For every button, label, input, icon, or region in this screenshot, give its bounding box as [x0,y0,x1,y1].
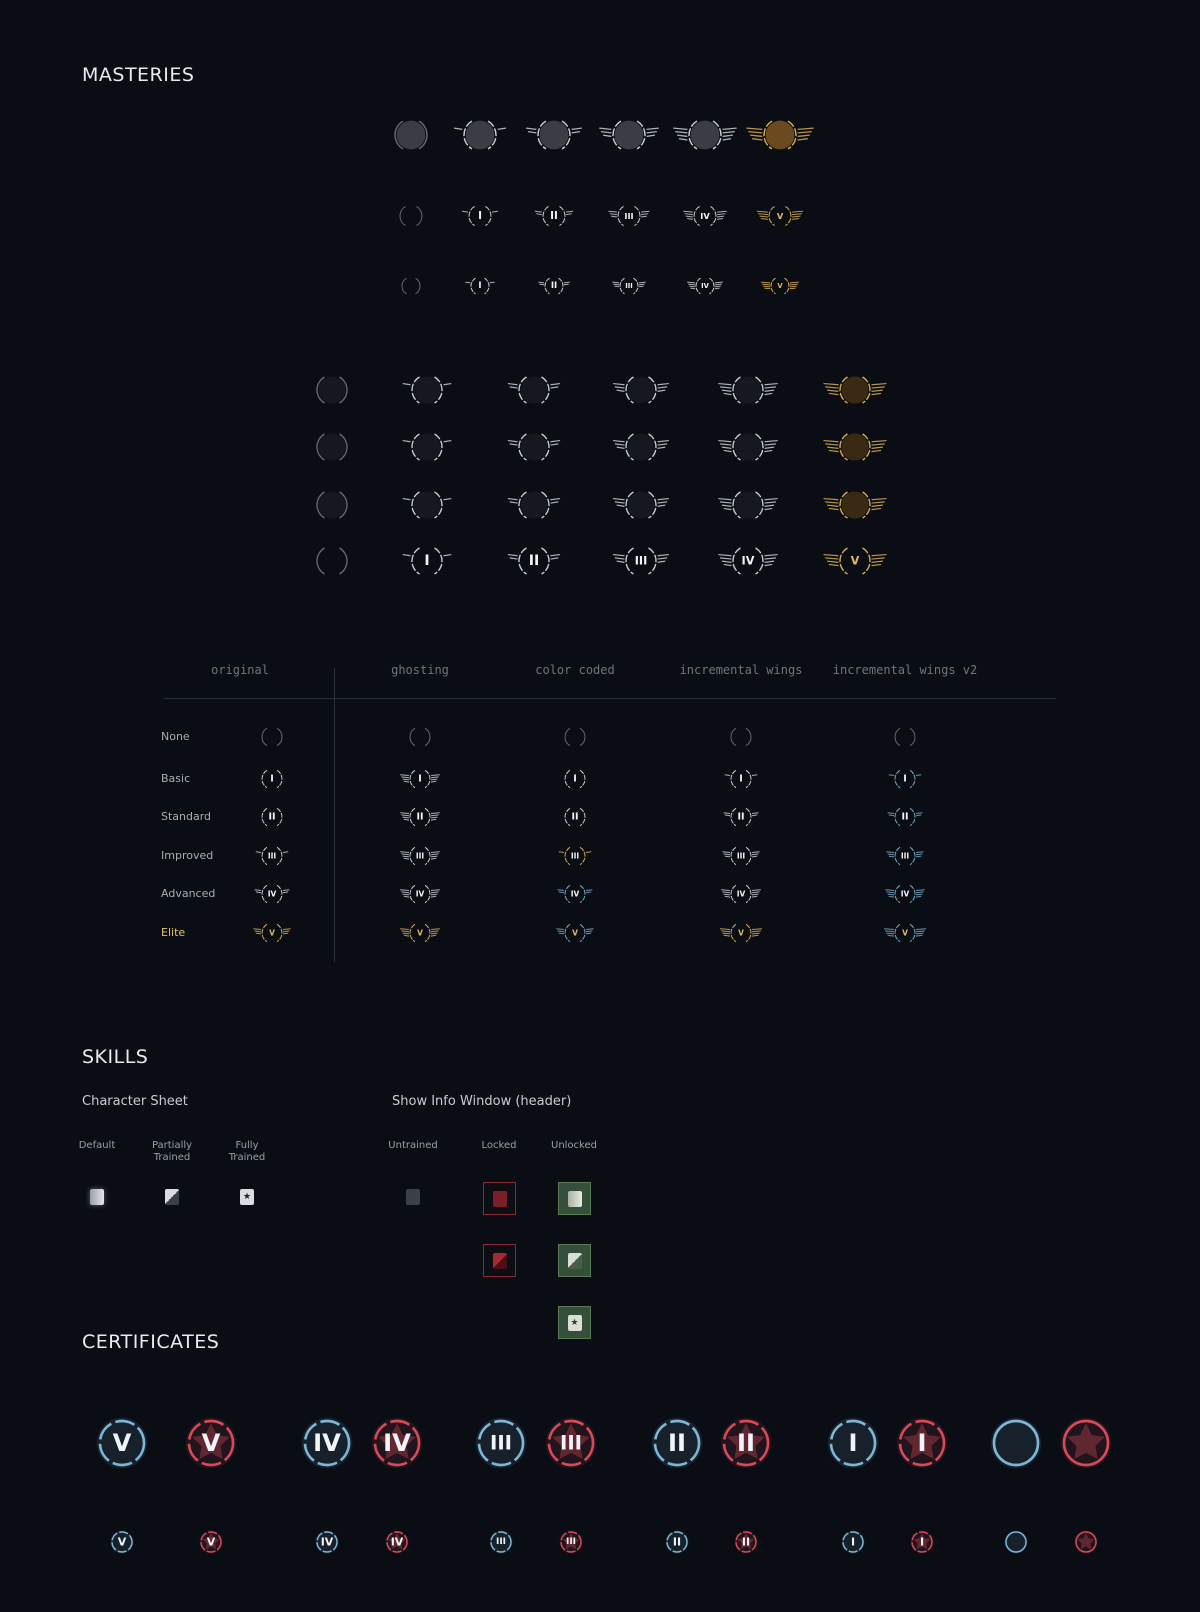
mastery-level-5-icon [247,918,297,948]
mastery-level-3-icon [880,841,930,871]
svg-text:V: V [738,928,744,938]
mastery-level-2-icon [550,802,600,832]
row-header-0: None [161,730,190,743]
label-fully-trained: Fully Trained [228,1140,266,1163]
mastery-level-0-icon [550,722,600,752]
mastery-level-3-icon [604,483,679,528]
label-locked: Locked [481,1140,517,1151]
mastery-level-0-icon [384,200,439,233]
svg-text:I: I [478,281,482,291]
mastery-level-5-icon [740,111,820,159]
mastery-level-4-icon [683,273,728,300]
skill-fully-trained-icon: ★ [232,1182,262,1212]
svg-text:IV: IV [390,1535,404,1549]
certificate-blue-V-icon [89,1410,155,1480]
mastery-level-4-icon [880,879,930,909]
svg-text:III: III [736,851,746,861]
certificate-blue-IV-icon [294,1410,360,1480]
svg-text:III: III [267,851,277,861]
skills-title: SKILLS [82,1046,149,1068]
mastery-level-5-icon [758,273,803,300]
svg-text:III: III [634,554,648,568]
mastery-level-4-icon [665,111,745,159]
svg-text:IV: IV [570,889,580,899]
mastery-level-2-icon [395,802,445,832]
svg-text:III: III [559,1431,583,1455]
mastery-level-5-icon [818,539,893,584]
svg-text:II: II [416,811,424,823]
mastery-level-3-icon [604,425,679,470]
character-sheet-title: Character Sheet [82,1094,188,1109]
mastery-level-4-icon [678,200,733,233]
table-divider-horizontal [164,698,1056,699]
mastery-level-2-icon [527,200,582,233]
svg-text:V: V [269,928,275,938]
svg-text:IV: IV [736,889,746,899]
certificate-red-base-icon [1071,1527,1101,1561]
svg-text:IV: IV [383,1429,411,1457]
mastery-level-1-icon [550,764,600,794]
label-unlocked: Unlocked [551,1140,597,1151]
mastery-level-5-icon [818,425,893,470]
certificate-red-I-icon [907,1527,937,1561]
certificate-blue-I-icon [838,1527,868,1561]
mastery-level-3-icon [247,841,297,871]
certificate-red-IV-icon [382,1527,412,1561]
svg-text:IV: IV [267,889,277,899]
mastery-level-1-icon [390,368,465,413]
svg-text:I: I [478,210,482,222]
svg-text:V: V [902,928,908,938]
svg-text:II: II [550,281,558,291]
svg-text:III: III [495,1537,507,1547]
column-header-0: original [211,663,269,677]
svg-text:II: II [668,1429,686,1457]
certificate-blue-V-icon [107,1527,137,1561]
column-header-2: color coded [535,663,615,677]
mastery-level-3-icon [602,200,657,233]
mastery-level-5-icon [818,368,893,413]
mastery-level-2-icon [514,111,594,159]
svg-text:I: I [917,1429,927,1457]
svg-text:I: I [848,1429,858,1457]
mastery-level-4-icon [247,879,297,909]
mastery-level-1-icon [458,273,503,300]
certificate-blue-IV-icon [312,1527,342,1561]
svg-text:I: I [903,773,907,785]
label-partially-trained: Partially Trained [151,1140,193,1163]
svg-text:I: I [270,773,274,785]
certificate-blue-I-icon [820,1410,886,1480]
certificate-red-V-icon [196,1527,226,1561]
info-window-title: Show Info Window (header) [392,1094,572,1109]
mastery-level-2-icon [880,802,930,832]
svg-text:I: I [418,773,422,785]
svg-text:IV: IV [700,211,710,221]
svg-text:IV: IV [320,1535,334,1549]
certificate-blue-II-icon [662,1527,692,1561]
svg-text:IV: IV [313,1429,341,1457]
svg-text:V: V [777,282,783,290]
certificate-red-III-icon [538,1410,604,1480]
mastery-level-0-icon [295,483,370,528]
mastery-level-0-icon [247,722,297,752]
mastery-level-0-icon [389,273,434,300]
svg-text:V: V [206,1535,216,1549]
mastery-level-3-icon [604,368,679,413]
mastery-level-4-icon [395,879,445,909]
mastery-level-2-icon [532,273,577,300]
skill-untrained-icon [398,1182,428,1212]
svg-text:V: V [117,1535,127,1549]
mastery-level-5-icon [395,918,445,948]
mastery-level-2-icon [247,802,297,832]
svg-text:I: I [739,773,743,785]
svg-text:V: V [850,554,860,568]
certificate-red-I-icon [889,1410,955,1480]
mastery-level-1-icon [390,425,465,470]
mastery-level-0-icon [395,722,445,752]
certificates-title: CERTIFICATES [82,1331,220,1353]
mastery-level-1-icon [440,111,520,159]
certificate-blue-III-icon [468,1410,534,1480]
svg-text:IV: IV [741,554,755,568]
mastery-level-5-icon [550,918,600,948]
mastery-level-0-icon [371,111,451,159]
skill-unlocked-partial-icon [558,1244,591,1277]
svg-text:III: III [489,1431,513,1455]
label-default: Default [78,1140,116,1151]
mastery-level-3-icon [395,841,445,871]
column-header-3: incremental wings [679,663,803,677]
svg-text:IV: IV [900,889,910,899]
svg-text:III: III [415,851,425,861]
mastery-level-2-icon [497,539,572,584]
svg-text:I: I [850,1535,856,1549]
skill-locked-partial-icon [483,1244,516,1277]
label-untrained: Untrained [388,1140,438,1151]
masteries-title: MASTERIES [82,64,195,86]
svg-text:II: II [737,811,745,823]
svg-text:III: III [570,851,580,861]
row-header-2: Standard [161,810,212,823]
mastery-level-3-icon [550,841,600,871]
mastery-level-0-icon [295,425,370,470]
skill-unlocked-full-icon: ★ [558,1306,591,1339]
mastery-level-4-icon [711,483,786,528]
mastery-level-0-icon [295,368,370,413]
mastery-level-4-icon [550,879,600,909]
mastery-level-3-icon [604,539,679,584]
mastery-level-3-icon [607,273,652,300]
svg-text:III: III [625,282,633,290]
mastery-level-1-icon [395,764,445,794]
svg-text:III: III [565,1537,577,1547]
svg-text:IV: IV [415,889,425,899]
skill-default-icon [82,1182,112,1212]
certificate-red-base-icon [1053,1410,1119,1480]
svg-text:I: I [573,773,577,785]
mastery-level-1-icon [880,764,930,794]
mastery-level-4-icon [711,368,786,413]
svg-text:II: II [672,1535,682,1549]
mastery-level-3-icon [716,841,766,871]
svg-text:III: III [624,211,634,221]
mastery-level-0-icon [295,539,370,584]
mastery-level-1-icon [390,539,465,584]
certificate-red-II-icon [731,1527,761,1561]
svg-text:I: I [424,553,430,569]
certificate-blue-base-icon [983,1410,1049,1480]
mastery-level-5-icon [753,200,808,233]
table-divider-vertical [334,668,335,962]
mastery-level-2-icon [497,425,572,470]
mastery-level-5-icon [880,918,930,948]
column-header-1: ghosting [391,663,449,677]
svg-text:IV: IV [701,282,709,290]
mastery-level-2-icon [497,368,572,413]
svg-text:II: II [737,1429,755,1457]
mastery-level-5-icon [716,918,766,948]
certificate-blue-II-icon [644,1410,710,1480]
certificate-red-V-icon [178,1410,244,1480]
svg-text:V: V [572,928,578,938]
row-header-3: Improved [161,849,214,862]
svg-text:II: II [741,1535,751,1549]
svg-text:II: II [901,811,909,823]
svg-text:II: II [571,811,579,823]
svg-text:II: II [268,811,276,823]
certificate-red-II-icon [713,1410,779,1480]
mastery-level-2-icon [716,802,766,832]
column-header-4: incremental wings v2 [832,663,978,677]
svg-text:II: II [528,553,540,569]
mastery-level-1-icon [453,200,508,233]
certificate-blue-base-icon [1001,1527,1031,1561]
mastery-level-2-icon [497,483,572,528]
mastery-level-3-icon [589,111,669,159]
certificate-red-III-icon [556,1527,586,1561]
svg-text:V: V [201,1429,221,1457]
row-header-4: Advanced [161,887,216,900]
skill-unlocked-default-icon [558,1182,591,1215]
certificate-red-IV-icon [364,1410,430,1480]
certificate-blue-III-icon [486,1527,516,1561]
mastery-level-0-icon [716,722,766,752]
mastery-level-4-icon [711,425,786,470]
mastery-level-0-icon [880,722,930,752]
svg-text:II: II [550,210,558,222]
mastery-level-1-icon [390,483,465,528]
row-header-1: Basic [161,772,191,785]
row-header-5: Elite [161,926,186,939]
svg-text:V: V [417,928,423,938]
skill-partially-trained-icon [157,1182,187,1212]
mastery-level-1-icon [247,764,297,794]
svg-text:V: V [112,1429,132,1457]
mastery-level-4-icon [711,539,786,584]
svg-text:V: V [776,211,784,221]
skill-locked-default-icon [483,1182,516,1215]
mastery-level-4-icon [716,879,766,909]
mastery-level-1-icon [716,764,766,794]
svg-text:III: III [900,851,910,861]
svg-text:I: I [919,1535,925,1549]
mastery-level-5-icon [818,483,893,528]
